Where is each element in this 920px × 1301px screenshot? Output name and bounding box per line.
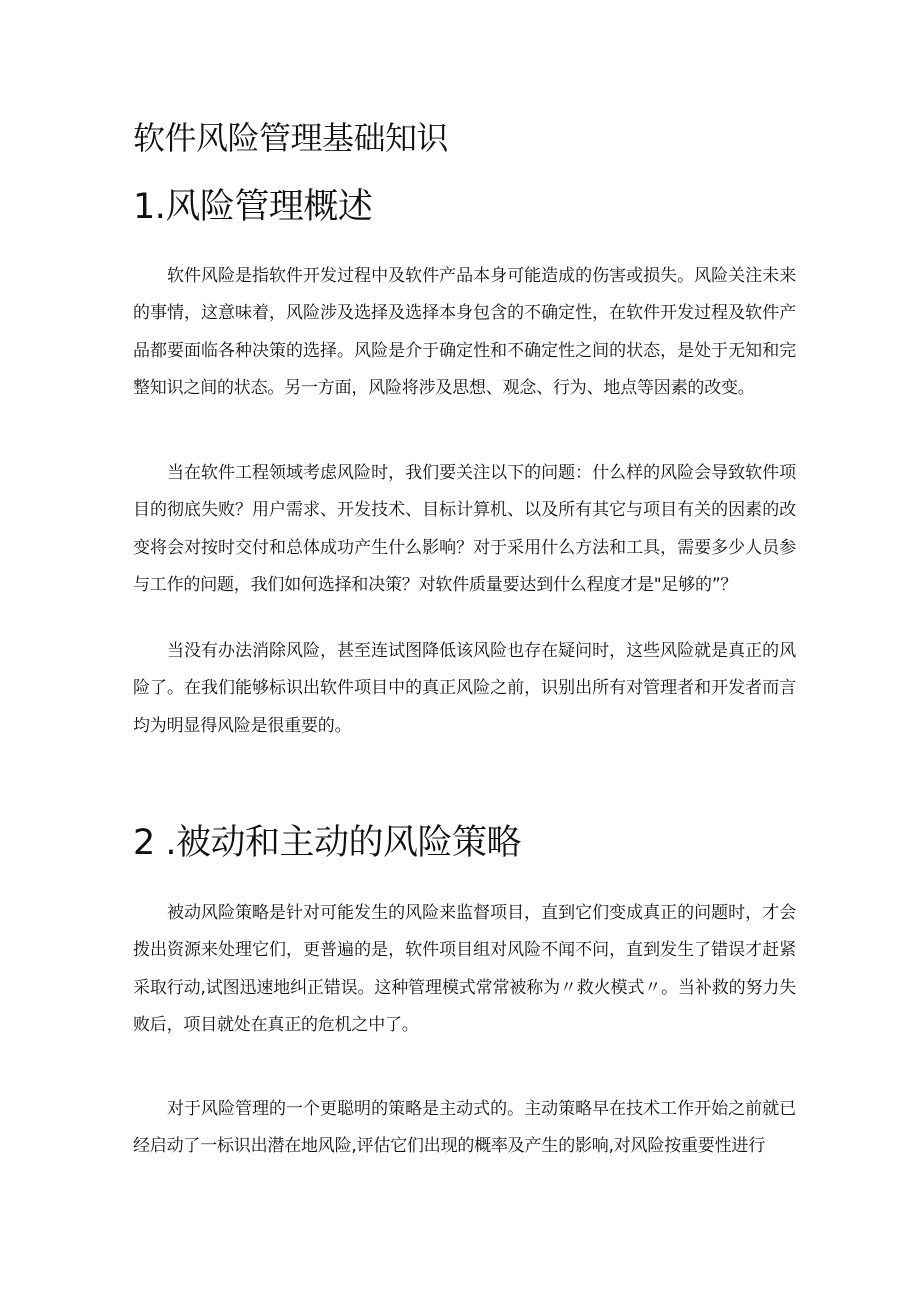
paragraph: 对于风险管理的一个更聪明的策略是主动式的。主动策略早在技术工作开始之前就已经启动了一标识出潜在地风险,评估它们出现的概率及产生的影响,对风险按重要性进行 xyxy=(133,1099,796,1157)
document-title: 软件风险管理基础知识 xyxy=(133,119,449,157)
section-heading-overview: 1.风险管理概述 xyxy=(133,187,373,227)
paragraph: 被动风险策略是针对可能发生的风险来监督项目，直到它们变成真正的问题时，才会拨出资源来处理它们，更普遍的是，软件项目组对风险不闻不问，直到发生了错误才赶紧采取行动,试图迅速地纠正错误。这种管理模式常常被称为〃救火模式〃。当补救的努力失败后，项目就处在真正的危机之中了。 xyxy=(133,903,796,1035)
paragraph: 当没有办法消除风险，甚至连试图降低该风险也存在疑问时，这些风险就是真正的风险了。在我们能够标识出软件项目中的真正风险之前，识别出所有对管理者和开发者而言均为明显得风险是很重要的。 xyxy=(133,641,796,736)
paragraph: 软件风险是指软件开发过程中及软件产品本身可能造成的伤害或损失。风险关注未来的事情，这意味着，风险涉及选择及选择本身包含的不确定性，在软件开发过程及软件产品都要面临各种决策的选择。风险是介于确定性和不确定性之间的状态，是处于无知和完整知识之间的状态。另一方面，风险将涉及思想、观念、行为、地点等因素的改变。 xyxy=(133,266,796,398)
paragraph: 当在软件工程领域考虑风险时，我们要关注以下的问题：什么样的风险会导致软件项目的彻底失败？用户需求、开发技术、目标计算机、以及所有其它与项目有关的因素的改变将会对按时交付和总体成功产生什么影响？对于采用什么方法和工具，需要多少人员参与工作的问题，我们如何选择和决策？对软件质量要达到什么程度才是"足够的”？ xyxy=(133,463,796,595)
section-heading-strategies: 2 .被动和主动的风险策略 xyxy=(133,823,522,863)
